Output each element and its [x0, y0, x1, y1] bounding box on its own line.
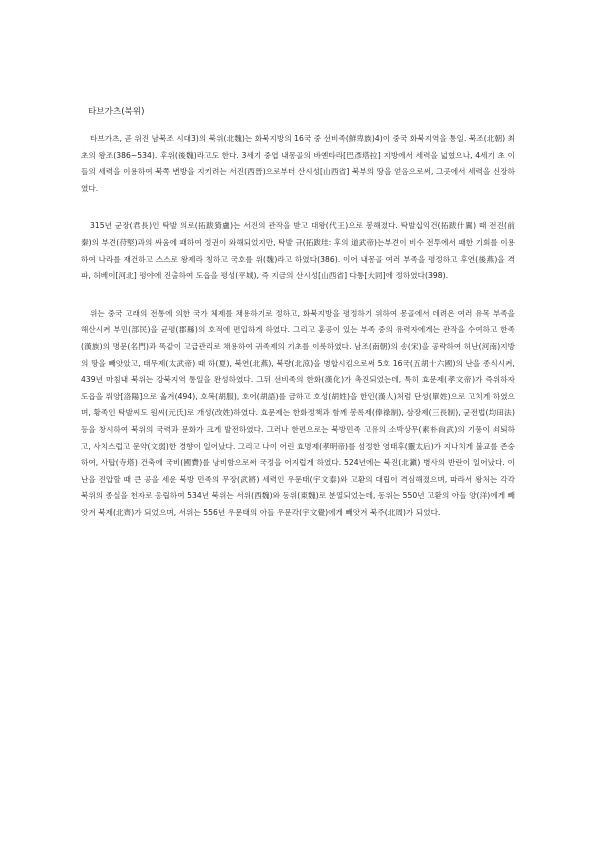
document-title: 타브가츠(북위)	[88, 107, 145, 117]
document-body	[81, 131, 515, 542]
paragraph-history: 위는 중국 고래의 전통에 의한 국가 체제를 채용하기로 정하고, 화북지방을 평정하기 위하여 몽골에서 데려온 여러 유목 부족을 해산시켜 부민(部民)을 균평(郡縣)의 호적에 편입하게 하였다. 그리고 훈공이 있는 부족 중의 유력자에게는 관작을 수여하고 한족(漢族)의 명문(名門)과 똑같이 고급관리로 채용하여 귀족제의 기초를 이룩하였다. 남조(南朝)의 송(宋)을 공략하여 허난(河南)지방의 땅을 빼앗았고, 태무제(太武帝) 때 하(夏), 북연(北燕), 북량(北涼)을 병합시킴으로써 5호 16국(五胡十六國)의 난을 종식시켜, 439년 마침내 북위는 강북지역 통일을 완성하였다. 그뒤 선비족의 한화(漢化)가 촉진되었는데, 특히 효문제(孝文帝)가 즉위하자 도읍을 뤄양[洛陽]으로 옮겨(494), 호복(胡服), 호어(胡語)를 금하고 호성(胡姓)을 한인(漢人)처럼 단성(單姓)으로 고치게 하였으며, 황족인 탁발씨도 원씨(元氏)로 개성(改姓)하였다. 효문제는 한화정책과 함께 봉록제(俸祿制), 삼장제(三長制), 균전법(均田法)등을 창시하여 북위의 국력과 문화가 크게 발전하였다. 그러나 한편으로는 북방민족 고유의 소박상무(素朴尙武)의 기풍이 쇠퇴하고, 사치스럽고 문약(文弱)한 경향이 일어났다. 그리고 나이 어린 효명제(孝明帝)를 섬정한 영태후(靈太后)가 지나치게 불교를 존숭하여, 사탑(寺塔) 건축에 국비(國費)를 낭비함으로써 국정을 어지럽게 하였다. 524년에는 북진(北鎭) 병사의 반란이 일어났다. 이 난을 진압할 때 큰 공을 세운 북방 민족의 무장(武將) 세력인 우문태(宇文泰)와 고환의 대립이 격심해졌으며, 따라서 왕처는 각각 북위의 종실을 천자로 옹립하여 534년 북위는 서위(西魏)와 동위(東魏)로 분열되었는데, 동위는 550년 고환의 아들 양(洋)에게 빼앗겨 북제(北齊)가 되었으며, 서위는 556년 우문태의 아들 우문각(宇文覺)에게 빼앗겨 북주(北周)가 되었다.	[81, 308, 515, 517]
paragraph-founding: 315년 군장(君長)인 탁발 의로(拓跋猗盧)는 서진의 관작을 받고 대왕(代王)으로 봉해졌다. 탁발십익건(拓跋什翼) 때 전진(前秦)의 부견(苻堅)과의 싸움에 패하여 정권이 와해되었지만, 탁발 규(拓跋珪: 후의 道武帝)는부견이 비수 전투에서 패한 기회를 이용하여 나라를 재건하고 스스로 왕제라 칭하고 국호를 위(魏)라고 하였다(386). 이어 내몽골 여러 부족을 평정하고 후연(後燕)을 격파, 허베이[河北] 평야에 진출하여 도읍을 평성(平城), 즉 지금의 산시성[山西省] 다퉁[大同]에 정하였다(398).	[81, 221, 515, 281]
paragraph-intro: 타브가츠, 곧 위진 남북조 시대3)의 북위(北魏)는 화북지방의 16국 중 선비족(鮮卑族)4)이 중국 화북지역을 통일. 북조(北朝) 최초의 왕조(386~534). 후위(後魏)라고도 한다. 3세기 중엽 내몽골의 바옌타라[巴彥塔拉] 지방에서 세력을 넓혔으나, 4세기 초 이들의 세력을 이용하여 북쪽 변방을 지키려는 서진(西晉)으로부터 산시성[山西省] 북부의 땅을 얻음으로써, 그곳에서 세력을 신장하였다.	[81, 134, 515, 193]
